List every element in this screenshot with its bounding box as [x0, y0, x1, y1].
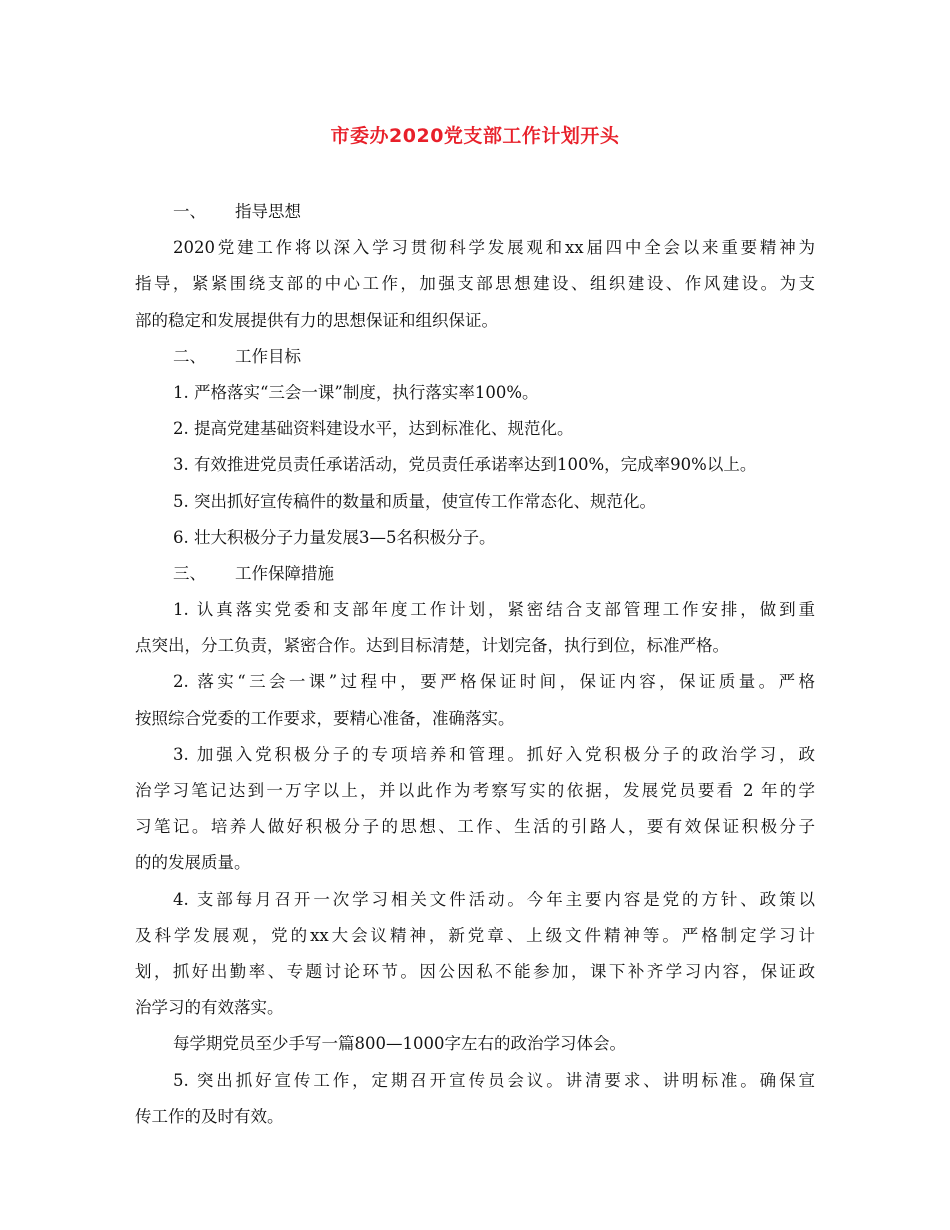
section-number: 二、 — [173, 346, 206, 366]
paragraph-line: 1. 认真落实党委和支部年度工作计划，紧密结合支部管理工作安排，做到重 — [173, 600, 815, 620]
paragraph-line: 2. 提高党建基础资料建设水平，达到标准化、规范化。 — [173, 419, 574, 439]
paragraph-line: 3. 有效推进党员责任承诺活动，党员责任承诺率达到100%，完成率90%以上。 — [173, 455, 757, 475]
paragraph-line: 指导，紧紧围绕支部的中心工作，加强支部思想建设、组织建设、作风建设。为支 — [135, 274, 815, 294]
paragraph-line: 按照综合党委的工作要求，要精心准备，准确落实。 — [135, 708, 515, 728]
section-number: 一、 — [173, 202, 206, 221]
paragraph-line: 治学习的有效落实。 — [135, 998, 284, 1018]
paragraph-line: 4. 支部每月召开一次学习相关文件活动。今年主要内容是党的方针、政策以 — [173, 889, 815, 909]
section-heading — [135, 556, 815, 592]
paragraph-line: 习笔记。培养人做好积极分子的思想、工作、生活的引路人，要有效保证积极分子 — [135, 817, 815, 837]
paragraph-line: 2. 落实“三会一课”过程中，要严格保证时间，保证内容，保证质量。严格 — [173, 672, 815, 692]
paragraph-line: 划，抓好出勤率、专题讨论环节。因公因私不能参加，课下补齐学习内容，保证政 — [135, 961, 815, 981]
paragraph-line: 每学期党员至少手写一篇800—1000字左右的政治学习体会。 — [173, 1034, 626, 1054]
paragraph-line: 2020党建工作将以深入学习贯彻科学发展观和xx届四中全会以来重要精神为 — [173, 238, 815, 258]
paragraph-line: 的的发展质量。 — [135, 853, 251, 873]
section-heading — [135, 194, 815, 230]
paragraph-line: 6. 壮大积极分子力量发展3—5名积极分子。 — [173, 527, 496, 547]
section-heading — [135, 339, 815, 375]
section-heading-text: 指导思想 — [235, 202, 301, 221]
paragraph-line: 5. 突出抓好宣传工作，定期召开宣传员会议。讲清要求、讲明标准。确保宣 — [173, 1070, 815, 1090]
document-title: 市委办2020党支部工作计划开头 — [330, 125, 620, 147]
paragraph-line: 1. 严格落实“三会一课”制度，执行落实率100%。 — [173, 382, 539, 402]
paragraph-line: 点突出，分工负责，紧密合作。达到目标清楚，计划完备，执行到位，标准严格。 — [135, 636, 729, 656]
paragraph-line: 5. 突出抓好宣传稿件的数量和质量，使宣传工作常态化、规范化。 — [173, 491, 656, 511]
paragraph-line: 部的稳定和发展提供有力的思想保证和组织保证。 — [135, 310, 498, 330]
document-body — [135, 194, 815, 1135]
paragraph-line: 及科学发展观，党的xx大会议精神，新党章、上级文件精神等。严格制定学习计 — [135, 925, 815, 945]
paragraph-line: 传工作的及时有效。 — [135, 1106, 284, 1126]
paragraph-line: 3. 加强入党积极分子的专项培养和管理。抓好入党积极分子的政治学习，政 — [173, 744, 815, 764]
paragraph-line: 治学习笔记达到一万字以上，并以此作为考察写实的依据，发展党员要看 2 年的学 — [135, 781, 815, 800]
section-number: 三、 — [173, 563, 206, 583]
section-heading-text: 工作目标 — [235, 346, 301, 366]
section-heading-text: 工作保障措施 — [235, 563, 334, 583]
